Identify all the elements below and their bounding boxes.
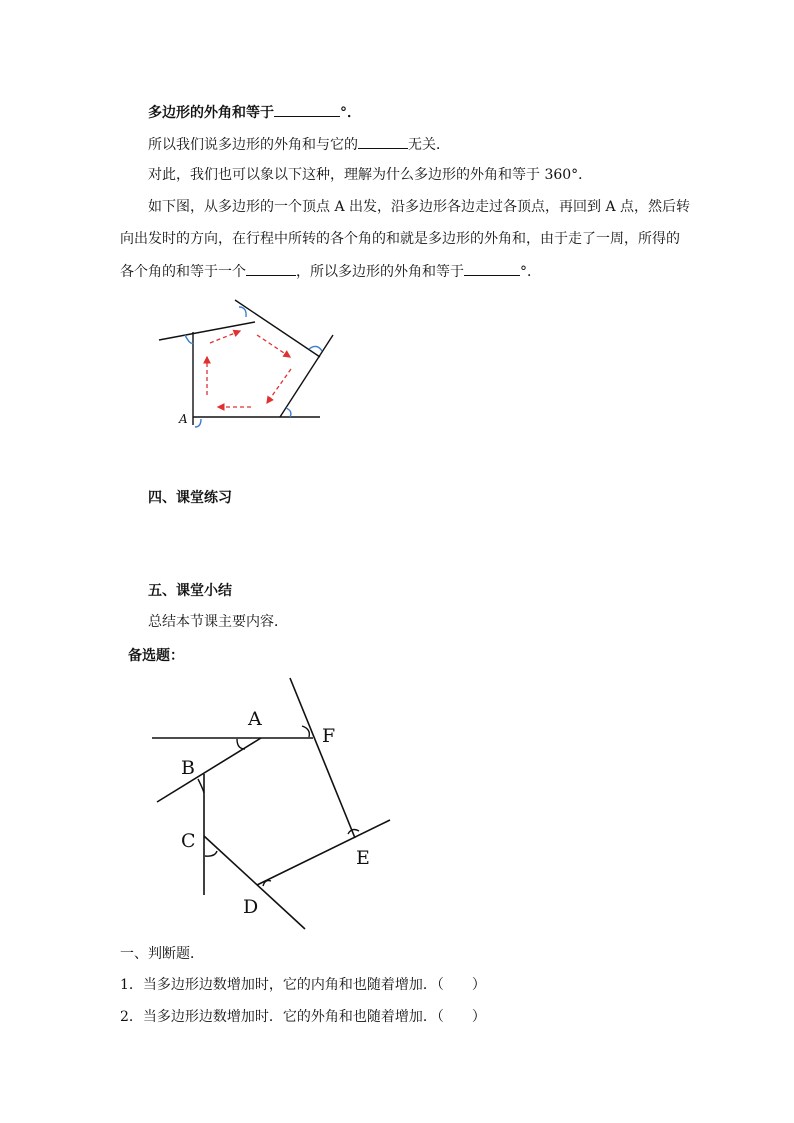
blank-degree-1 xyxy=(274,102,340,117)
exterior-sum-statement xyxy=(148,102,361,123)
exterior-sum-suffix: °． xyxy=(340,105,361,121)
angle-arc-a xyxy=(195,419,201,427)
imagine-statement: 对此，我们也可以象以下这种，理解为什么多边形的外角和等于 360°． xyxy=(148,167,593,183)
independence-prefix: 所以我们说多边形的外角和与它的 xyxy=(148,137,358,153)
exercise-item-1: 1．当多边形边数增加时，它的内角和也随着增加．（ ） xyxy=(120,977,486,993)
paragraph-line-3-c: °． xyxy=(520,264,541,280)
vertex-label-e: E xyxy=(356,847,370,869)
section-5-body: 总结本节课主要内容． xyxy=(148,614,288,630)
angle-arc-b xyxy=(198,779,204,793)
angle-arc-a xyxy=(237,739,245,749)
angle-arc-top-left xyxy=(185,335,193,343)
blank-independence xyxy=(358,134,408,149)
vertex-label-b: B xyxy=(181,757,195,779)
independence-statement xyxy=(148,134,450,155)
true-false-heading: 一、判断题． xyxy=(120,946,204,962)
paragraph-line-3-a: 各个角的和等于一个 xyxy=(120,264,246,280)
vertex-label-c: C xyxy=(181,830,196,852)
angle-arc-bottom-right xyxy=(286,408,291,417)
vertex-label-d: D xyxy=(243,896,259,918)
angle-arc-top xyxy=(239,307,246,317)
angle-arc-f xyxy=(302,726,309,737)
exercise-item-2: 2．当多边形边数增加时．它的外角和也随着增加．（ ） xyxy=(120,1009,486,1025)
section-5-heading: 五、课堂小结 xyxy=(148,583,232,599)
paragraph-line-3 xyxy=(120,261,541,282)
line-ab xyxy=(157,738,261,802)
blank-full-turn xyxy=(246,261,296,276)
paragraph-line-2: 向出发时的方向，在行程中所转的各个角的和就是多边形的外角和，由于走了一周，所得的 xyxy=(120,231,680,247)
optional-heading: 备选题： xyxy=(128,648,184,664)
line-ef xyxy=(290,678,355,838)
blank-degree-2 xyxy=(464,261,520,276)
side-top-left xyxy=(159,322,255,340)
hexagon-exterior-angle-figure xyxy=(145,673,405,933)
angle-arc-c xyxy=(205,851,217,856)
paragraph-line-1: 如下图，从多边形的一个顶点 A 出发，沿多边形各边走过各顶点，再回到 A 点，然后转 xyxy=(148,199,691,215)
walk-arrow-2 xyxy=(257,335,290,357)
vertex-label-f: F xyxy=(322,725,336,747)
walk-arrow-1 xyxy=(210,331,240,343)
vertex-label-a: A xyxy=(179,412,188,426)
line-de xyxy=(257,820,390,885)
vertex-label-a: A xyxy=(248,708,262,730)
pentagon-walk-figure xyxy=(155,295,345,455)
section-4-heading: 四、课堂练习 xyxy=(148,490,232,506)
independence-suffix: 无关． xyxy=(408,137,450,153)
paragraph-line-3-b: ，所以多边形的外角和等于 xyxy=(296,264,464,280)
walk-arrow-3 xyxy=(267,369,291,403)
exterior-sum-prefix: 多边形的外角和等于 xyxy=(148,105,274,121)
